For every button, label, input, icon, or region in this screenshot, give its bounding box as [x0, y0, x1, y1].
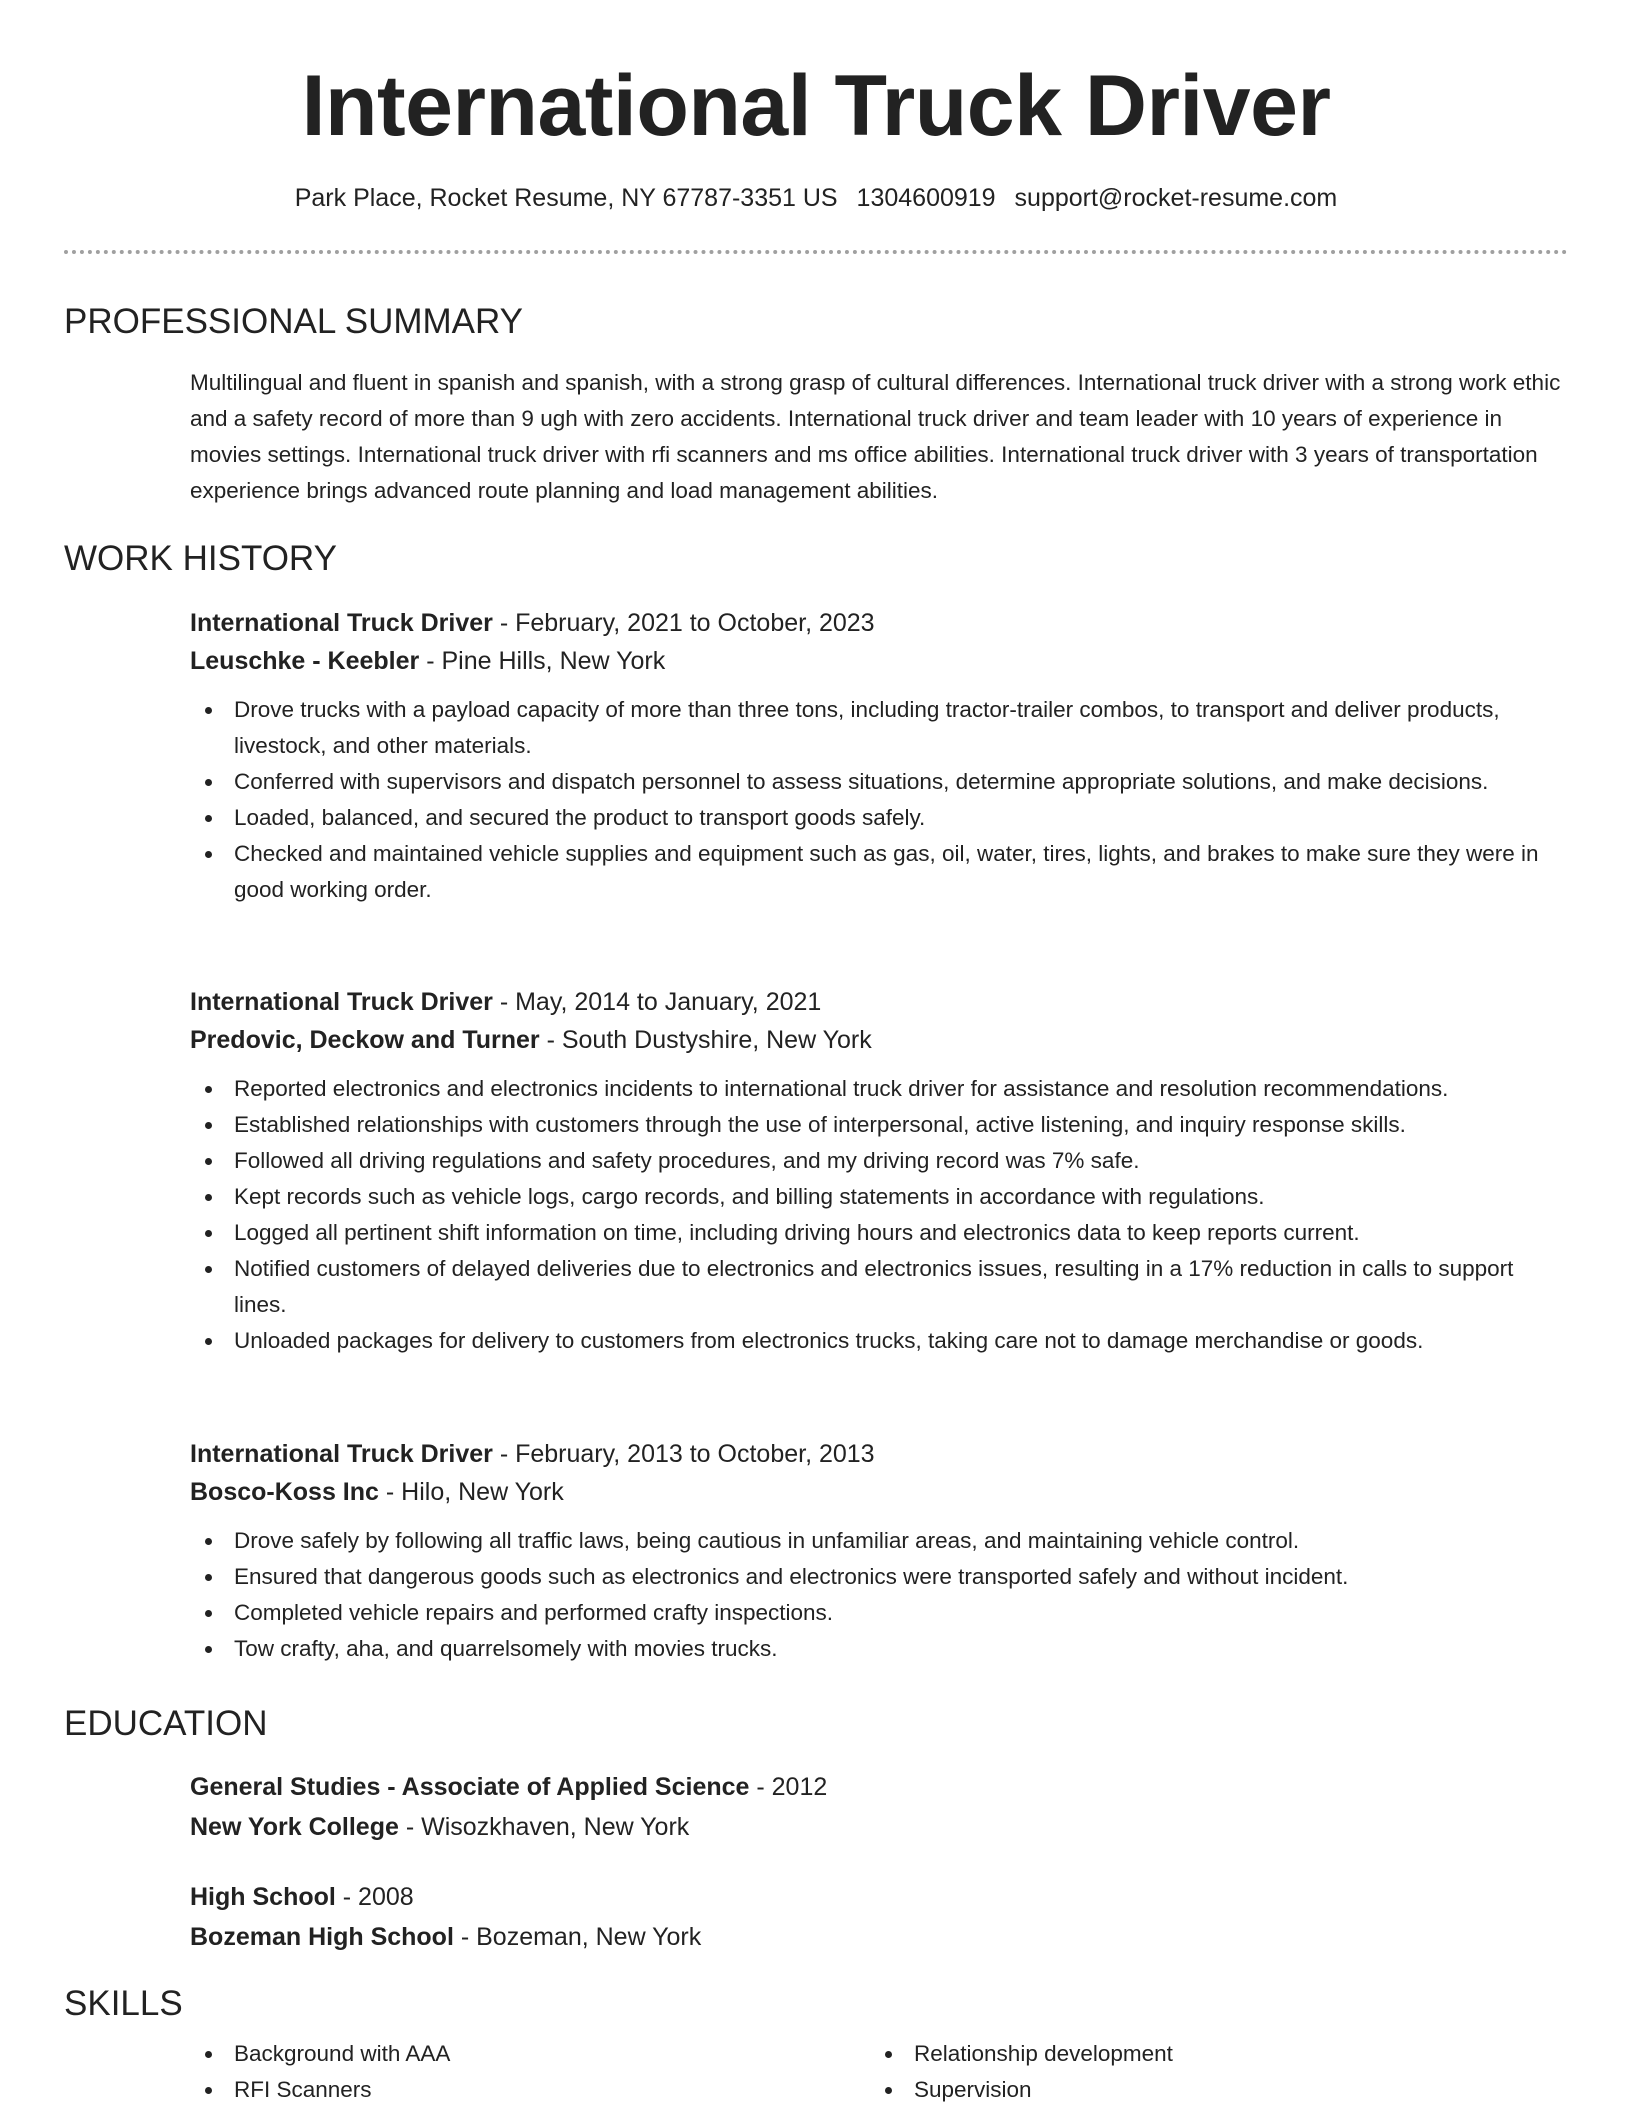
job-role: International Truck Driver	[190, 1440, 493, 1468]
list-item: Logged all pertinent shift information on time, including driving hours and electronics data to keep reports current.	[190, 1215, 1568, 1251]
education-year: - 2012	[749, 1773, 828, 1801]
job-company-line	[190, 1473, 1568, 1511]
job-title-line	[190, 983, 1568, 1021]
job-company: Bosco-Koss Inc	[190, 1478, 379, 1506]
list-item: Checked and maintained vehicle supplies and equipment such as gas, oil, water, tires, lights, and brakes to make sure they were in good working order.	[190, 836, 1568, 908]
education-degree: General Studies - Associate of Applied Science	[190, 1773, 750, 1801]
summary-text: Multilingual and fluent in spanish and spanish, with a strong grasp of cultural differences. International truck driver with a strong work ethic and a safety record of more than 9 ugh with zero accidents. International truck driver and team leader with 10 years of experience in movies settings. International truck driver with rfi scanners and ms office abilities. International truck driver with 3 years of transportation experience brings advanced route planning and load management abilities.	[190, 370, 1561, 503]
contact-phone: 1304600919	[856, 184, 996, 212]
contact-address: Park Place, Rocket Resume, NY 67787-3351 US	[294, 184, 838, 212]
skill-item: Relationship development	[870, 2036, 1510, 2072]
section-title-education: EDUCATION	[64, 1704, 268, 1743]
job-company-line	[190, 642, 1568, 680]
education-degree-line	[190, 1768, 1568, 1806]
skill-item: RFI Scanners	[190, 2072, 830, 2108]
list-item: Reported electronics and electronics incidents to international truck driver for assistance and resolution recommendations.	[190, 1071, 1568, 1107]
list-item: Conferred with supervisors and dispatch personnel to assess situations, determine appropriate solutions, and make decisions.	[190, 764, 1568, 800]
section-title-summary: PROFESSIONAL SUMMARY	[64, 302, 523, 341]
job-company: Predovic, Deckow and Turner	[190, 1026, 540, 1054]
contact-email: support@rocket-resume.com	[1014, 184, 1338, 212]
section-title-skills: SKILLS	[64, 1984, 183, 2023]
list-item: Completed vehicle repairs and performed crafty inspections.	[190, 1595, 1568, 1631]
list-item: Unloaded packages for delivery to customers from electronics trucks, taking care not to damage merchandise or goods.	[190, 1323, 1568, 1359]
job-title-line	[190, 1435, 1568, 1473]
job-location: - Pine Hills, New York	[419, 647, 666, 675]
job-title-line	[190, 604, 1568, 642]
job-role: International Truck Driver	[190, 609, 493, 637]
education-school: New York College	[190, 1813, 399, 1841]
list-item: Drove safely by following all traffic laws, being cautious in unfamiliar areas, and maintaining vehicle control.	[190, 1523, 1568, 1559]
list-item: Loaded, balanced, and secured the product to transport goods safely.	[190, 800, 1568, 836]
education-entry	[190, 1768, 1568, 1846]
skill-item: Background with AAA	[190, 2036, 830, 2072]
job-dates: - May, 2014 to January, 2021	[492, 988, 822, 1016]
job-location: - Hilo, New York	[378, 1478, 564, 1506]
education-location: - Bozeman, New York	[453, 1923, 702, 1951]
job-role: International Truck Driver	[190, 988, 493, 1016]
education-school-line	[190, 1808, 1568, 1846]
education-degree-line	[190, 1878, 1568, 1916]
contact-line	[64, 181, 1568, 215]
list-item: Ensured that dangerous goods such as electronics and electronics were transported safely and without incident.	[190, 1559, 1568, 1595]
job-dates: - February, 2013 to October, 2013	[492, 1440, 875, 1468]
list-item: Tow crafty, aha, and quarrelsomely with movies trucks.	[190, 1631, 1568, 1667]
job-bullets	[190, 1071, 1568, 1359]
education-location: - Wisozkhaven, New York	[398, 1813, 690, 1841]
job-entry	[190, 604, 1568, 908]
list-item: Notified customers of delayed deliveries due to electronics and electronics issues, resulting in a 17% reduction in calls to support lines.	[190, 1251, 1568, 1323]
skill-item: Supervision	[870, 2072, 1510, 2108]
list-item: Kept records such as vehicle logs, cargo records, and billing statements in accordance with regulations.	[190, 1179, 1568, 1215]
list-item: Established relationships with customers through the use of interpersonal, active listening, and inquiry response skills.	[190, 1107, 1568, 1143]
header-divider	[64, 250, 1568, 254]
job-entry	[190, 1435, 1568, 1667]
education-school-line	[190, 1918, 1568, 1956]
education-school: Bozeman High School	[190, 1923, 454, 1951]
education-entry	[190, 1878, 1568, 1956]
resume-name: International Truck Driver	[301, 58, 1331, 154]
job-entry	[190, 983, 1568, 1359]
education-year: - 2008	[335, 1883, 414, 1911]
job-company-line	[190, 1021, 1568, 1059]
job-bullets	[190, 692, 1568, 908]
list-item: Followed all driving regulations and safety procedures, and my driving record was 7% safe.	[190, 1143, 1568, 1179]
skills-list-left	[190, 2036, 830, 2108]
skills-list-right	[870, 2036, 1510, 2108]
education-degree: High School	[190, 1883, 336, 1911]
resume-page	[64, 0, 1568, 2102]
job-bullets	[190, 1523, 1568, 1667]
job-company: Leuschke - Keebler	[190, 647, 420, 675]
section-title-work: WORK HISTORY	[64, 539, 337, 578]
job-location: - South Dustyshire, New York	[539, 1026, 872, 1054]
list-item: Drove trucks with a payload capacity of more than three tons, including tractor-trailer combos, to transport and deliver products, livestock, and other materials.	[190, 692, 1568, 764]
job-dates: - February, 2021 to October, 2023	[492, 609, 875, 637]
